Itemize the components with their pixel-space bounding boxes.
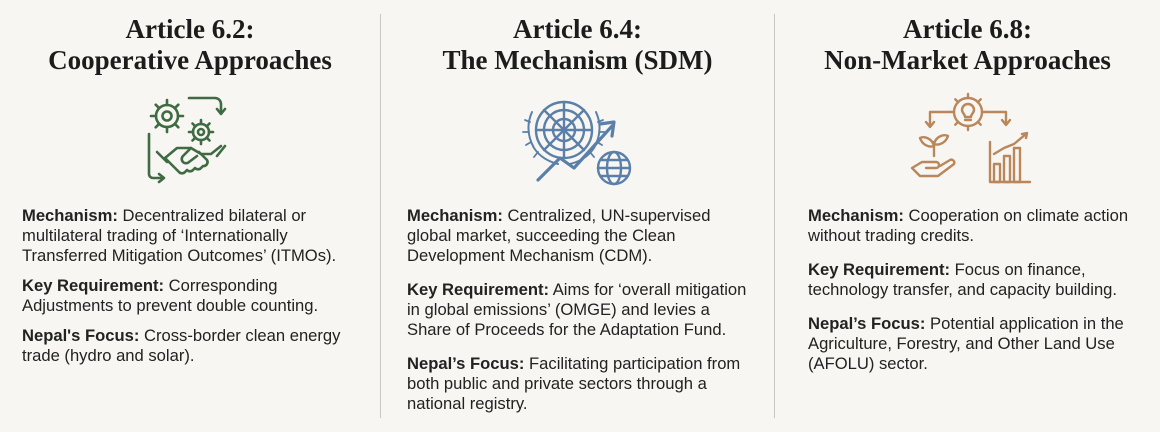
article-6-2-body [22,206,362,376]
title-line-2: Non-Market Approaches [824,45,1111,75]
focus-paragraph [407,354,757,414]
article-6-8-title [775,14,1160,76]
title-line-1: Article 6.2: [125,14,255,44]
mechanism-paragraph [22,206,362,266]
un-globe-growth-icon [381,90,774,190]
requirement-text: Corresponding Adjustments to prevent double counting. [22,276,319,315]
article-6-2-column [0,0,380,432]
gears-handshake-icon [0,90,380,190]
requirement-label: Key Requirement: [407,280,550,299]
requirement-text: Focus on finance, technology transfer, and capacity building. [808,260,1118,299]
article-6-8-body [808,206,1153,388]
mechanism-label: Mechanism: [22,206,118,225]
focus-text: Cross-border clean energy trade (hydro and solar). [22,326,341,365]
requirement-label: Key Requirement: [22,276,165,295]
focus-label: Nepal's Focus: [22,326,140,345]
mechanism-text: Centralized, UN-supervised global market, succeeding the Clean Development Mechanism (CDM). [407,206,711,265]
mechanism-label: Mechanism: [808,206,904,225]
title-line-1: Article 6.4: [513,14,642,44]
focus-paragraph [808,314,1153,374]
requirement-paragraph [407,280,757,340]
article-6-4-body [407,206,757,428]
mechanism-paragraph [407,206,757,266]
article-6-2-title [0,14,380,76]
requirement-text: Aims for ‘overall mitigation in global emissions’ (OMGE) and levies a Share of Proceeds for the Adaptation Fund. [407,280,747,339]
requirement-paragraph [808,260,1153,300]
focus-label: Nepal’s Focus: [808,314,926,333]
mechanism-paragraph [808,206,1153,246]
mechanism-text: Decentralized bilateral or multilateral trading of ‘Internationally Transferred Mitigation Outcomes’ (ITMOs). [22,206,337,265]
title-line-2: Cooperative Approaches [48,45,332,75]
requirement-paragraph [22,276,362,316]
focus-paragraph [22,326,362,366]
mechanism-text: Cooperation on climate action without trading credits. [808,206,1129,245]
requirement-label: Key Requirement: [808,260,951,279]
focus-text: Facilitating participation from both public and private sectors through a national registry. [407,354,741,413]
mechanism-label: Mechanism: [407,206,503,225]
article-6-4-title [381,14,774,76]
lightbulb-plant-chart-icon [775,90,1160,190]
title-line-1: Article 6.8: [903,14,1032,44]
focus-text: Potential application in the Agriculture, Forestry, and Other Land Use (AFOLU) sector. [808,314,1124,373]
title-line-2: The Mechanism (SDM) [442,45,713,75]
article-6-8-column [775,0,1160,432]
focus-label: Nepal’s Focus: [407,354,525,373]
article-6-4-column [381,0,774,432]
